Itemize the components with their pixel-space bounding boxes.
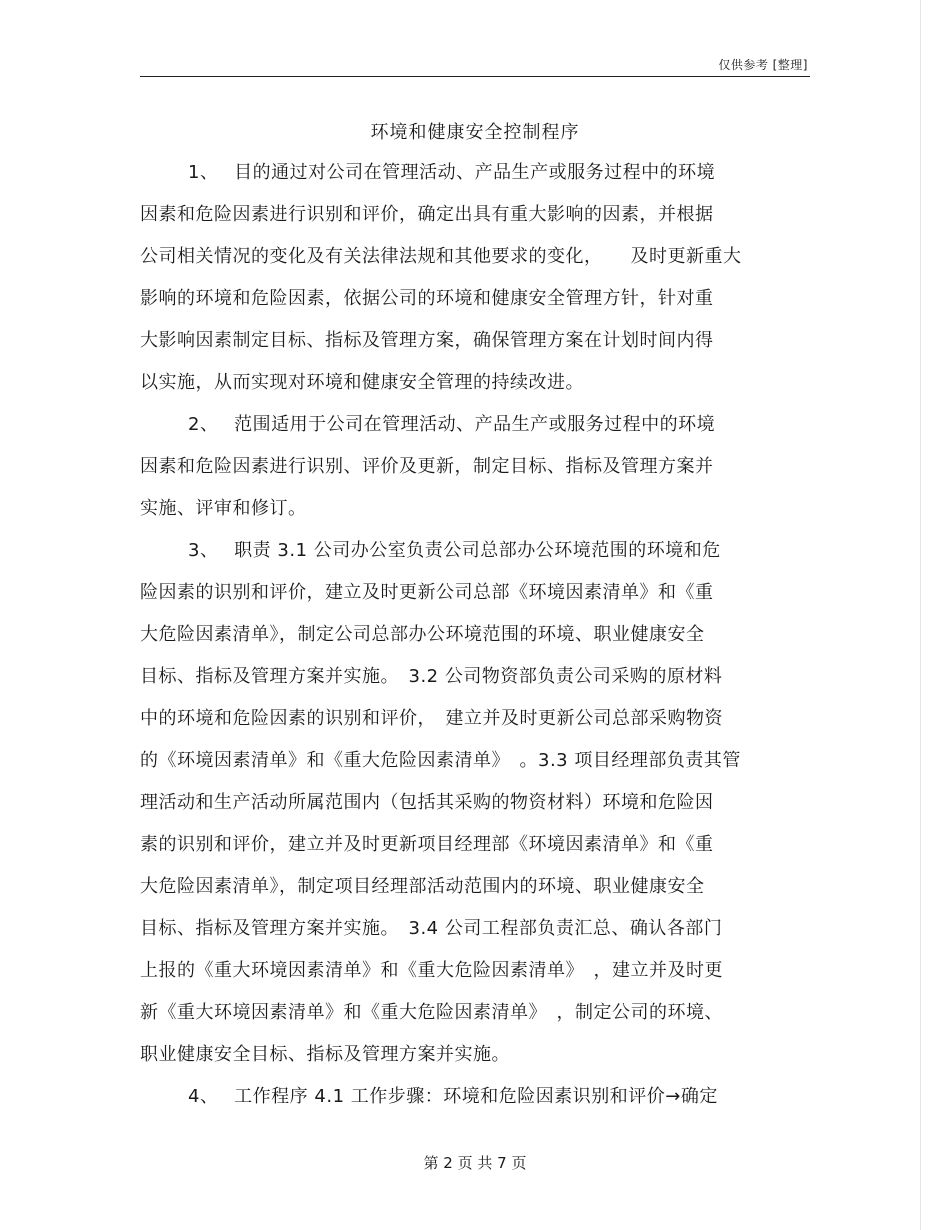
header-note: 仅供参考 [整理] (718, 58, 808, 72)
body-text-line: 1、 目的通过对公司在管理活动、产品生产或服务过程中的环境 (188, 162, 716, 183)
document-body (140, 152, 800, 1118)
body-text-line: 大影响因素制定目标、指标及管理方案，确保管理方案在计划时间内得 (140, 330, 714, 351)
body-text-line: 素的识别和评价，建立并及时更新项目经理部《环境因素清单》和《重 (140, 834, 714, 855)
body-text-line: 因素和危险因素进行识别和评价，确定出具有重大影响的因素，并根据 (140, 204, 714, 225)
body-text-line: 大危险因素清单》，制定公司总部办公环境范围的环境、职业健康安全 (140, 624, 705, 645)
body-text-line: 理活动和生产活动所属范围内（包括其采购的物资材料）环境和危险因 (140, 792, 714, 813)
header-divider (140, 76, 810, 77)
body-text-line: 目标、指标及管理方案并实施。 3.2 公司物资部负责公司采购的原材料 (140, 666, 723, 687)
body-text-line: 公司相关情况的变化及有关法律法规和其他要求的变化， 及时更新重大 (140, 246, 742, 267)
body-text-line: 以实施，从而实现对环境和健康安全管理的持续改进。 (140, 372, 584, 393)
body-text-line: 4、 工作程序 4.1 工作步骤：环境和危险因素识别和评价→确定 (188, 1086, 718, 1107)
body-text-line: 实施、评审和修订。 (140, 498, 307, 519)
page-number: 第 2 页 共 7 页 (423, 1154, 527, 1172)
body-text-line: 职业健康安全目标、指标及管理方案并实施。 (140, 1044, 510, 1065)
body-text-line: 大危险因素清单》，制定项目经理部活动范围内的环境、职业健康安全 (140, 876, 705, 897)
body-text-line: 中的环境和危险因素的识别和评价， 建立并及时更新公司总部采购物资 (140, 708, 723, 729)
body-text-line: 3、 职责 3.1 公司办公室负责公司总部办公环境范围的环境和危 (188, 540, 721, 561)
body-text-line: 新《重大环境因素清单》和《重大危险因素清单》 ，制定公司的环境、 (140, 1002, 723, 1023)
body-text-line: 的《环境因素清单》和《重大危险因素清单》 。3.3 项目经理部负责其管 (140, 750, 741, 771)
body-text-line: 目标、指标及管理方案并实施。 3.4 公司工程部负责汇总、确认各部门 (140, 918, 723, 939)
body-text-line: 上报的《重大环境因素清单》和《重大危险因素清单》 ，建立并及时更 (140, 960, 723, 981)
document-title: 环境和健康安全控制程序 (370, 122, 580, 143)
body-text-line: 2、 范围适用于公司在管理活动、产品生产或服务过程中的环境 (188, 414, 716, 435)
body-text-line: 因素和危险因素进行识别、评价及更新，制定目标、指标及管理方案并 (140, 456, 714, 477)
body-text-line: 影响的环境和危险因素，依据公司的环境和健康安全管理方针，针对重 (140, 288, 714, 309)
body-text-line: 险因素的识别和评价，建立及时更新公司总部《环境因素清单》和《重 (140, 582, 714, 603)
